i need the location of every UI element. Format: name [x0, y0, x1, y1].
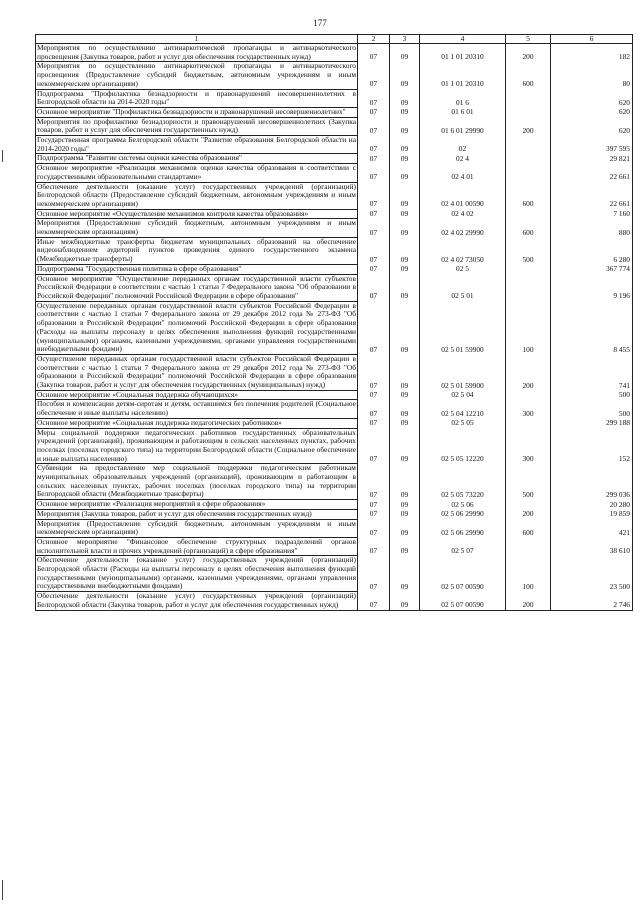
- section-code: 07: [358, 537, 390, 555]
- subsection-code: 09: [390, 219, 420, 237]
- table-row: [36, 354, 633, 390]
- section-code: 07: [358, 301, 390, 354]
- subsection-code: 09: [390, 107, 420, 117]
- subsection-code: 09: [390, 274, 420, 301]
- table-row: [36, 274, 633, 301]
- table-row: [36, 219, 633, 237]
- amount: 500: [551, 400, 633, 418]
- section-code: 07: [358, 182, 390, 209]
- table-row: [36, 264, 633, 274]
- expense-name: Мероприятия по осуществлению антинаркотической пропаганды и антинаркотического просвещения (Закупка товаров, работ и услуг для обеспечения государственных нужд): [37, 43, 356, 61]
- section-code: 07: [358, 428, 390, 464]
- amount: 9 196: [551, 274, 633, 301]
- subsection-code: 09: [390, 390, 420, 400]
- amount: 182: [551, 44, 633, 62]
- target-article-code: 02 5: [420, 264, 506, 274]
- expense-name: Подпрограмма "Профилактика безнадзорности и правонарушений несовершеннолетних в Белгородской области на 2014-2020 годы": [37, 88, 356, 107]
- expense-type-code: [506, 209, 551, 219]
- amount: 421: [551, 519, 633, 537]
- target-article-code: 02 5 01: [420, 274, 506, 301]
- table-row: [36, 164, 633, 182]
- expense-type-code: [506, 154, 551, 164]
- amount: 23 500: [551, 556, 633, 592]
- target-article-code: 01 1 01 20310: [420, 62, 506, 89]
- amount: 620: [551, 89, 633, 107]
- expense-name: Мероприятия по осуществлению антинаркотической пропаганды и антинаркотического просвещения (Предоставление субсидий бюджетным, автономным учреждениям и иным некоммерческим организациям): [37, 61, 356, 88]
- column-number: 2: [358, 35, 390, 44]
- budget-table: [35, 34, 633, 611]
- subsection-code: 09: [390, 428, 420, 464]
- target-article-code: 02 5 07: [420, 537, 506, 555]
- expense-name: Осуществление переданных органам государственной власти субъектов Российской Федерации в соответствии с частью 1 статьи 7 Федерального закона от 29 декабря 2012 года № 273-ФЗ "Об образовании в Российской Федерации" полномочий Российской Федерации в сфере образования (Закупка товаров, работ и услуг для обеспечения государственных (муниципальных) нужд): [37, 353, 356, 390]
- column-number: 5: [506, 35, 551, 44]
- expense-type-code: 200: [506, 354, 551, 390]
- subsection-code: 09: [390, 354, 420, 390]
- table-row: [36, 237, 633, 264]
- amount: 299 036: [551, 464, 633, 500]
- expense-name: Обеспечение деятельности (оказание услуг) государственных учреждений (организаций) Белгородской области (Закупка товаров, работ и услуг для обеспечения государственных нужд): [37, 591, 356, 609]
- subsection-code: 09: [390, 418, 420, 428]
- amount: 6 280: [551, 237, 633, 264]
- table-row: [36, 418, 633, 428]
- subsection-code: 09: [390, 89, 420, 107]
- target-article-code: 02 5 07 00590: [420, 556, 506, 592]
- table-row: [36, 44, 633, 62]
- amount: 80: [551, 62, 633, 89]
- section-code: 07: [358, 464, 390, 500]
- table-row: [36, 500, 633, 510]
- target-article-code: 01 6 01: [420, 107, 506, 117]
- section-code: 07: [358, 400, 390, 418]
- target-article-code: 02 4 02 29990: [420, 219, 506, 237]
- expense-type-code: 200: [506, 44, 551, 62]
- table-row: [36, 301, 633, 354]
- section-code: 07: [358, 219, 390, 237]
- subsection-code: 09: [390, 164, 420, 182]
- section-code: 07: [358, 164, 390, 182]
- subsection-code: 09: [390, 209, 420, 219]
- amount: 29 821: [551, 154, 633, 164]
- table-row: [36, 89, 633, 107]
- subsection-code: 09: [390, 592, 420, 610]
- section-code: 07: [358, 274, 390, 301]
- section-code: 07: [358, 62, 390, 89]
- expense-name: Мероприятия по профилактике безнадзорности и правонарушений несовершеннолетних (Закупка товаров, работ и услуг для обеспечения государственных нужд): [37, 116, 356, 135]
- section-code: 07: [358, 237, 390, 264]
- expense-type-code: 600: [506, 182, 551, 209]
- expense-name: Меры социальной поддержки педагогических работников государственных образовательных учреждений (организаций), проживающим и работающим в сельских населенных пунктах, рабочих поселках (поселках городского типа) на территории Белгородской области (Социальное обеспечение и иные выплаты населению): [37, 427, 356, 463]
- expense-type-code: 200: [506, 117, 551, 135]
- section-code: 07: [358, 418, 390, 428]
- target-article-code: 02 5 04: [420, 390, 506, 400]
- column-number: 3: [390, 35, 420, 44]
- section-code: 07: [358, 509, 390, 519]
- expense-type-code: [506, 418, 551, 428]
- column-number: 4: [420, 35, 506, 44]
- section-code: 07: [358, 556, 390, 592]
- subsection-code: 09: [390, 44, 420, 62]
- subsection-code: 09: [390, 400, 420, 418]
- expense-name: Мероприятия (Закупка товаров, работ и услуг для обеспечения государственных нужд): [36, 509, 358, 519]
- table-row: [36, 428, 633, 464]
- expense-type-code: 500: [506, 237, 551, 264]
- subsection-code: 09: [390, 556, 420, 592]
- expense-type-code: 600: [506, 62, 551, 89]
- amount: 367 774: [551, 264, 633, 274]
- expense-name: Обеспечение деятельности (оказание услуг) государственных учреждений (организаций) Белгородской области (Предоставление субсидий бюджетным, автономным учреждениям и иным некоммерческим организациям): [37, 181, 356, 208]
- section-code: 07: [358, 354, 390, 390]
- subsection-code: 09: [390, 136, 420, 154]
- table-row: [36, 117, 633, 135]
- section-code: 07: [358, 209, 390, 219]
- expense-type-code: [506, 537, 551, 555]
- target-article-code: 01 6: [420, 89, 506, 107]
- section-code: 07: [358, 44, 390, 62]
- target-article-code: 02 5 05 12220: [420, 428, 506, 464]
- expense-name: Основное мероприятие «Социальная поддержка педагогических работников»: [36, 418, 358, 428]
- expense-type-code: 200: [506, 509, 551, 519]
- expense-name: Обеспечение деятельности (оказание услуг) государственных учреждений (организаций) Белгородской области (Расходы на выплаты персоналу в целях обеспечения выполнения функций государственными (муниципальными) органами, казенными учреждениями, органами управления государственными внебюджетными фондами): [37, 555, 356, 591]
- section-code: 07: [358, 390, 390, 400]
- expense-type-code: [506, 136, 551, 154]
- expense-name: Основное мероприятие "Финансовое обеспечение структурных подразделений органов исполнительной власти и прочих учреждений (организаций) в сфере образования": [37, 536, 356, 555]
- expense-type-code: 200: [506, 592, 551, 610]
- expense-type-code: 300: [506, 428, 551, 464]
- margin-binding-mark: [2, 880, 3, 900]
- expense-type-code: 300: [506, 400, 551, 418]
- expense-type-code: [506, 89, 551, 107]
- target-article-code: 02 4: [420, 154, 506, 164]
- table-row: [36, 400, 633, 418]
- subsection-code: 09: [390, 154, 420, 164]
- expense-name: Осуществление переданных органам государственной власти субъектов Российской Федерации в соответствии с частью 1 статьи 7 Федерального закона от 29 декабря 2012 года № 273-ФЗ "Об образовании в Российской Федерации" полномочий Российской Федерации в сфере образования (Расходы на выплаты персоналу в целях обеспечения выполнения функций государственными (муниципальными) органами, казенными учреждениями, органами управления государственными внебюджетными фондами): [37, 300, 356, 354]
- expense-type-code: 100: [506, 556, 551, 592]
- expense-name: Мероприятия (Предоставление субсидий бюджетным, автономным учреждениям и иным некоммерческим организациям): [37, 518, 356, 537]
- expense-type-code: [506, 274, 551, 301]
- section-code: 07: [358, 154, 390, 164]
- amount: 38 610: [551, 537, 633, 555]
- amount: 22 661: [551, 164, 633, 182]
- target-article-code: 02 5 05: [420, 418, 506, 428]
- amount: 741: [551, 354, 633, 390]
- expense-name: Основное мероприятие «Реализация механизмов оценки качества образования в соответствии с государственными образовательными стандартами»: [37, 163, 356, 181]
- amount: 152: [551, 428, 633, 464]
- expense-name: Государственная программа Белгородской области "Развитие образования Белгородской области на 2014-2020 годы": [37, 135, 356, 153]
- amount: 20 280: [551, 500, 633, 510]
- subsection-code: 09: [390, 509, 420, 519]
- target-article-code: 02 5 01 59900: [420, 354, 506, 390]
- expense-name: Основное мероприятие «Социальная поддержка обучающихся»: [36, 390, 358, 400]
- target-article-code: 02 5 05 73220: [420, 464, 506, 500]
- section-code: 07: [358, 519, 390, 537]
- section-code: 07: [358, 136, 390, 154]
- amount: 2 746: [551, 592, 633, 610]
- target-article-code: 02 4 01 00590: [420, 182, 506, 209]
- expense-type-code: [506, 107, 551, 117]
- subsection-code: 09: [390, 117, 420, 135]
- target-article-code: 01 1 01 20310: [420, 44, 506, 62]
- amount: 22 661: [551, 182, 633, 209]
- subsection-code: 09: [390, 464, 420, 500]
- expense-name: Иные межбюджетные трансферты бюджетам муниципальных образований на обеспечение видеонаблюдением аудиторий пунктов проведения единого государственного экзамена (Межбюджетные трансферты): [37, 236, 356, 264]
- expense-name: Основное мероприятие "Профилактика безнадзорности и правонарушений несовершеннолетних": [36, 107, 358, 117]
- table-row: [36, 107, 633, 117]
- expense-type-code: [506, 500, 551, 510]
- subsection-code: 09: [390, 519, 420, 537]
- section-code: 07: [358, 500, 390, 510]
- subsection-code: 09: [390, 237, 420, 264]
- expense-name: Мероприятия (Предоставление субсидий бюджетным, автономным учреждениям и иным некоммерческим организациям): [37, 218, 356, 237]
- section-code: 07: [358, 117, 390, 135]
- section-code: 07: [358, 592, 390, 610]
- expense-name: Субвенции на предоставление мер социальной поддержки педагогическим работникам муниципальных образовательных учреждений (организаций), проживающим и работающим в сельских населенных пунктах, рабочих поселках (поселках городского типа) на территории Белгородской области (Межбюджетные трансферты): [37, 463, 356, 499]
- column-number: 6: [551, 35, 633, 44]
- amount: 8 455: [551, 301, 633, 354]
- target-article-code: 02 5 07 00590: [420, 592, 506, 610]
- amount: 500: [551, 390, 633, 400]
- amount: 880: [551, 219, 633, 237]
- expense-type-code: [506, 390, 551, 400]
- target-article-code: 02 5 06 29990: [420, 509, 506, 519]
- amount: 19 859: [551, 509, 633, 519]
- amount: 397 595: [551, 136, 633, 154]
- subsection-code: 09: [390, 537, 420, 555]
- subsection-code: 09: [390, 500, 420, 510]
- subsection-code: 09: [390, 182, 420, 209]
- table-row: [36, 519, 633, 537]
- target-article-code: 02 4 02: [420, 209, 506, 219]
- table-row: [36, 592, 633, 610]
- table-row: [36, 556, 633, 592]
- expense-name: Подпрограмма "Государственная политика в сфере образования": [36, 264, 358, 274]
- table-row: [36, 136, 633, 154]
- target-article-code: 02 5 06 29990: [420, 519, 506, 537]
- expense-name: Основное мероприятие «Осуществление механизмов контроля качества образования»: [36, 209, 358, 219]
- expense-type-code: [506, 264, 551, 274]
- table-row: [36, 509, 633, 519]
- section-code: 07: [358, 107, 390, 117]
- target-article-code: 02 5 06: [420, 500, 506, 510]
- table-row: [36, 464, 633, 500]
- expense-name: Подпрограмма "Развитие системы оценки качества образования": [36, 154, 358, 164]
- amount: 620: [551, 107, 633, 117]
- target-article-code: 02 5 01 59900: [420, 301, 506, 354]
- expense-type-code: 600: [506, 519, 551, 537]
- amount: 299 188: [551, 418, 633, 428]
- expense-type-code: 500: [506, 464, 551, 500]
- expense-type-code: 100: [506, 301, 551, 354]
- page-number: 177: [313, 18, 327, 28]
- target-article-code: 02 5 04 12210: [420, 400, 506, 418]
- expense-type-code: 600: [506, 219, 551, 237]
- subsection-code: 09: [390, 264, 420, 274]
- section-code: 07: [358, 264, 390, 274]
- target-article-code: 02: [420, 136, 506, 154]
- section-code: 07: [358, 89, 390, 107]
- table-row: [36, 62, 633, 89]
- expense-type-code: [506, 164, 551, 182]
- table-row: [36, 537, 633, 555]
- table-row: [36, 182, 633, 209]
- expense-name: Основное мероприятие «Реализация мероприятий в сфере образования»: [36, 500, 358, 510]
- target-article-code: 01 6 01 29990: [420, 117, 506, 135]
- amount: 620: [551, 117, 633, 135]
- target-article-code: 02 4 01: [420, 164, 506, 182]
- amount: 7 160: [551, 209, 633, 219]
- subsection-code: 09: [390, 301, 420, 354]
- expense-name: Основное мероприятие "Осуществление переданных органам государственной власти субъектов Российской Федерации в соответствии с частью 1 статьи 7 Федерального закона "Об образовании в Российской Федерации" полномочий Российской Федерации в сфере образования": [37, 273, 356, 300]
- column-number: 1: [36, 35, 358, 44]
- target-article-code: 02 4 02 73050: [420, 237, 506, 264]
- margin-binding-mark: [2, 150, 3, 162]
- subsection-code: 09: [390, 62, 420, 89]
- expense-name: Пособия и компенсации детям-сиротам и детям, оставшимся без попечения родителей (Социальное обеспечение и иные выплаты населению): [37, 399, 356, 418]
